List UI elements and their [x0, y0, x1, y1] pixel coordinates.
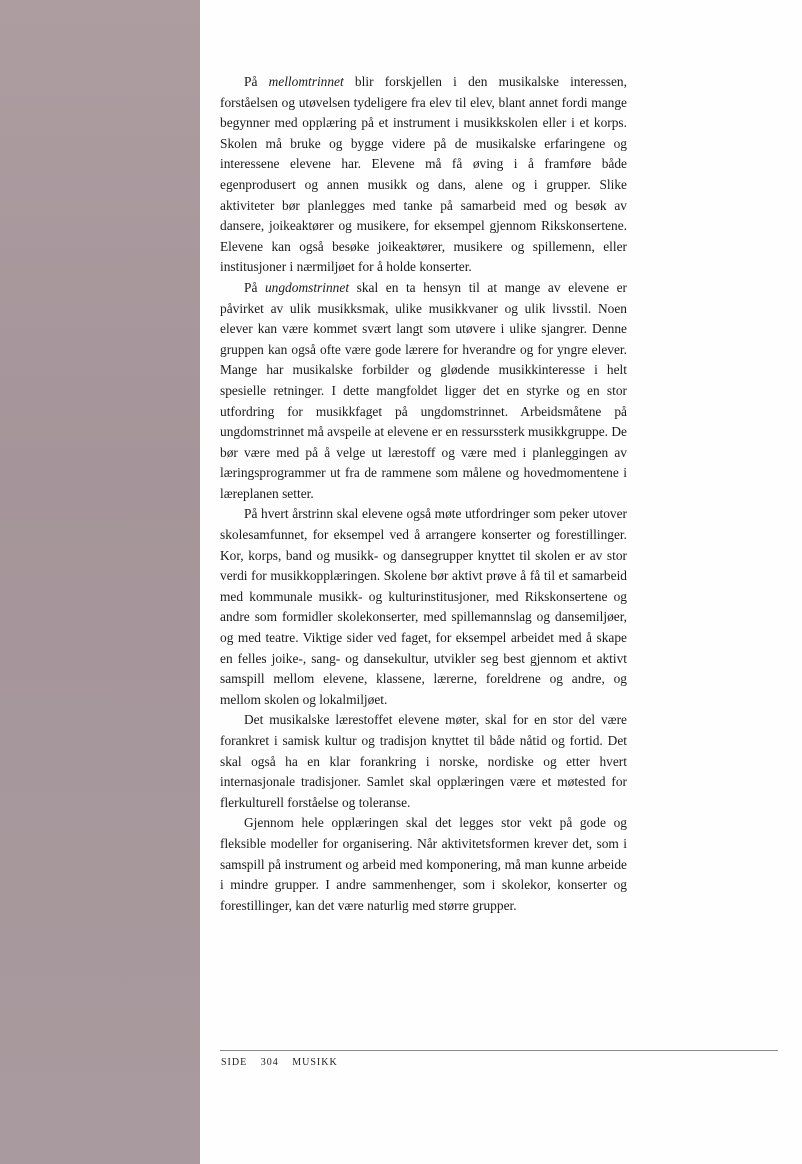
- footer-subject: MUSIKK: [292, 1057, 338, 1068]
- paragraph-organisering: Gjennom hele opplæringen skal det legges stor vekt på gode og fleksible modeller for organisering. Når aktivitetsformen krever det, som i samspill på instrument og arbeid med komponering, må man kunne arbeide i mindre grupper. I andre sammenhenger, som i skolekor, konserter og forestillinger, kan det være naturlig med større grupper.: [220, 815, 627, 913]
- emphasis-mellomtrinnet: mellomtrinnet: [268, 74, 344, 89]
- body-text: [220, 72, 627, 916]
- footer-rule: [220, 1050, 778, 1051]
- paragraph-laerestoff: Det musikalske lærestoffet elevene møter, skal for en stor del være forankret i samisk kultur og tradisjon knyttet til både nåtid og fortid. Det skal også ha en klar forankring i norske, nordiske og etter hvert internasjonale tradisjoner. Samlet skal opplæringen være et møtested for flerkulturell forståelse og toleranse.: [220, 712, 627, 810]
- footer-side-label: SIDE: [221, 1057, 248, 1068]
- paragraph-aarstrinn: På hvert årstrinn skal elevene også møte utfordringer som peker utover skolesamfunnet, for eksempel ved å arrangere konserter og forestillinger. Kor, korps, band og musikk- og dansegrupper knyttet til skolen er av stor verdi for musikkopplæringen. Skolene bør aktivt prøve å få til et samarbeid med kommunale musikk- og kulturinstitusjoner, med Rikskonsertene og andre som formidler skolekonserter, med spillemannslag og dansemiljøer, og med teatre. Viktige sider ved faget, for eksempel arbeidet med å skape en felles joike-, sang- og dansekultur, utvikler seg best gjennom et aktivt samspill mellom elevene, klassene, lærerne, foreldrene og andre, og mellom skolen og lokalmiljøet.: [220, 506, 627, 707]
- emphasis-ungdomstrinnet: ungdomstrinnet: [264, 279, 350, 295]
- page-footer: [221, 1057, 348, 1068]
- paragraph-ungdomstrinnet: På ungdomstrinnet skal en ta hensyn til at mange av elevene er påvirket av ulik musikksmak, ulike musikkvaner og ulik livsstil. Noen elever kan være kommet svært langt som utøvere i ulike sjangrer. Denne gruppen kan også ofte være gode lærere for hverandre og for yngre elever. Mange har musikalske forbilder og glødende musikkinteresse i helt spesielle retninger. I dette mangfoldet ligger det en styrke og en stor utfordring for musikkfaget på ungdomstrinnet. Arbeidsmåtene på ungdomstrinnet må avspeile at elevene er en ressurssterk musikkgruppe. De bør være med på å velge ut lærestoff og være med i planleggingen av læringsprogrammer ut fra de rammene som målene og hovedmomentene i læreplanen setter.: [220, 279, 627, 501]
- side-color-band: [0, 0, 200, 1164]
- footer-page-number: 304: [260, 1057, 279, 1068]
- paragraph-mellomtrinnet: På mellomtrinnet blir forskjellen i den musikalske interessen, forståelsen og utøvelsen tydeligere fra elev til elev, blant annet fordi mange begynner med opplæring på et instrument i musikkskolen eller i et korps. Skolen må bruke og bygge videre på de musikalske erfaringene og interessene elevene har. Elevene må få øving i å framføre både egenprodusert og annen musikk og dans, alene og i grupper. Slike aktiviteter bør planlegges med tanke på samarbeid med og besøk av dansere, joikeaktører og musikere, for eksempel gjennom Rikskonsertene. Elevene kan også besøke joikeaktører, musikere og spillemenn, eller institusjoner i nærmiljøet for å holde konserter.: [220, 74, 627, 275]
